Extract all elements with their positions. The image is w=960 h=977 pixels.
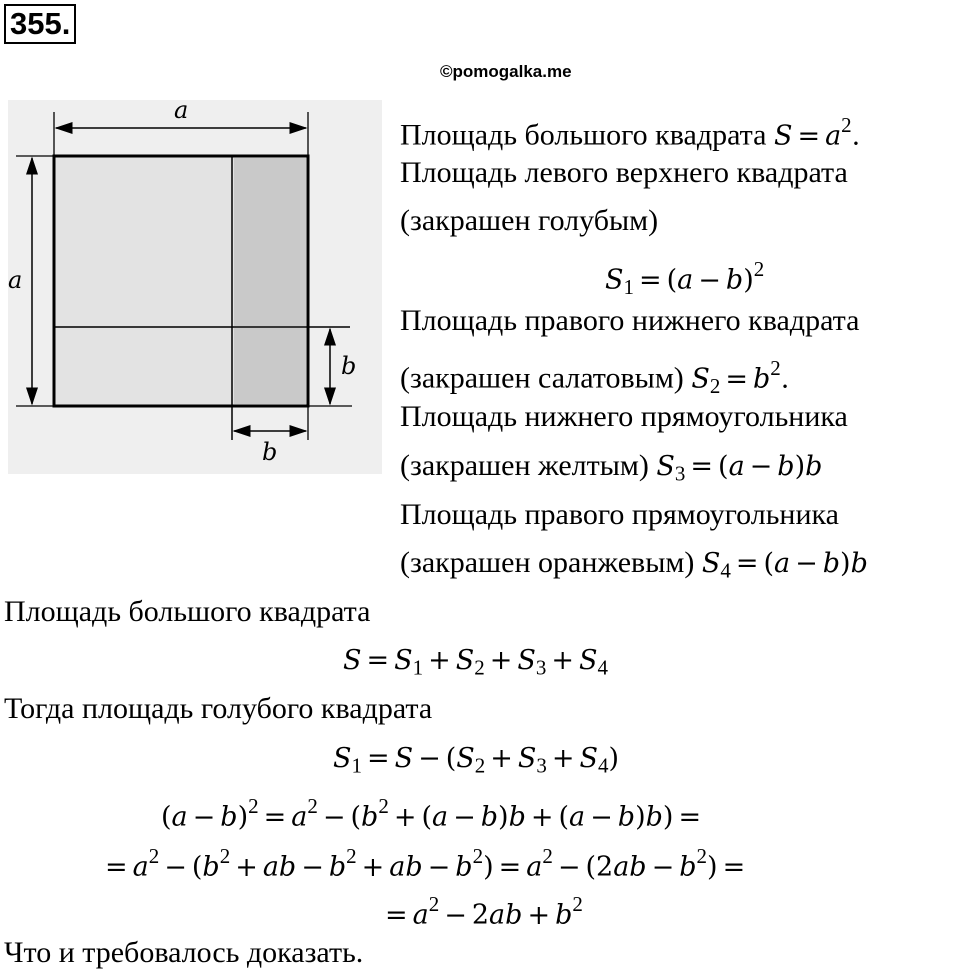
text-line-6: (закрашен салатовым) $S_2 = b^2$. bbox=[400, 356, 790, 398]
text-line-8: (закрашен желтым) $S_3 = (a - b)b$ bbox=[400, 449, 823, 486]
formula-s1-expr: $S_1 = S - (S_2 + S_3 + S_4)$ bbox=[333, 743, 620, 778]
text-line-3: (закрашен голубым) bbox=[400, 204, 659, 237]
formula-derivation-3: = $a^2 - 2ab + b^2$ bbox=[385, 892, 583, 931]
watermark: ©pomogalka.me bbox=[440, 62, 572, 81]
square-diagram bbox=[8, 100, 382, 474]
text-line-13: Тогда площадь голубого квадрата bbox=[4, 692, 433, 725]
text-line-7: Площадь нижнего прямоугольника bbox=[400, 400, 848, 433]
text-line-2: Площадь левого верхнего квадрата bbox=[400, 156, 848, 189]
label-b-bottom: b bbox=[262, 438, 278, 466]
label-b-right: b bbox=[341, 352, 357, 380]
text-line-5: Площадь правого нижнего квадрата bbox=[400, 304, 860, 337]
formula-derivation-2: = $a^2 - (b^2$ + ab − $b^2$ + ab − $b^2) = a^2 - (2ab - b^2)$ = bbox=[105, 844, 746, 883]
text-line-9: Площадь правого прямоугольника bbox=[400, 498, 839, 531]
label-a-left: a bbox=[8, 266, 23, 294]
text-line-11: Площадь большого квадрата bbox=[4, 595, 371, 628]
label-a-top: a bbox=[174, 96, 189, 124]
text-line-1: Площадь большого квадрата $S = a^2$. bbox=[400, 113, 861, 152]
formula-sum: $S = S_1 + S_2 + S_3 + S_4$ bbox=[343, 645, 608, 680]
small-square bbox=[234, 328, 306, 404]
right-rectangle bbox=[234, 158, 306, 326]
formula-derivation-1: $(a - b)^2 = a^2 - (b^2 + (a - b)b + (a - b)b)$ = bbox=[161, 794, 702, 833]
formula-s1: $S_1 = (a - b)^2$ bbox=[605, 257, 765, 299]
problem-number: 355. bbox=[4, 4, 76, 44]
figure bbox=[8, 96, 382, 474]
text-line-10: (закрашен оранжевым) $S_4 = (a - b)b$ bbox=[400, 546, 868, 583]
text-line-18: Что и требовалось доказать. bbox=[4, 936, 364, 969]
